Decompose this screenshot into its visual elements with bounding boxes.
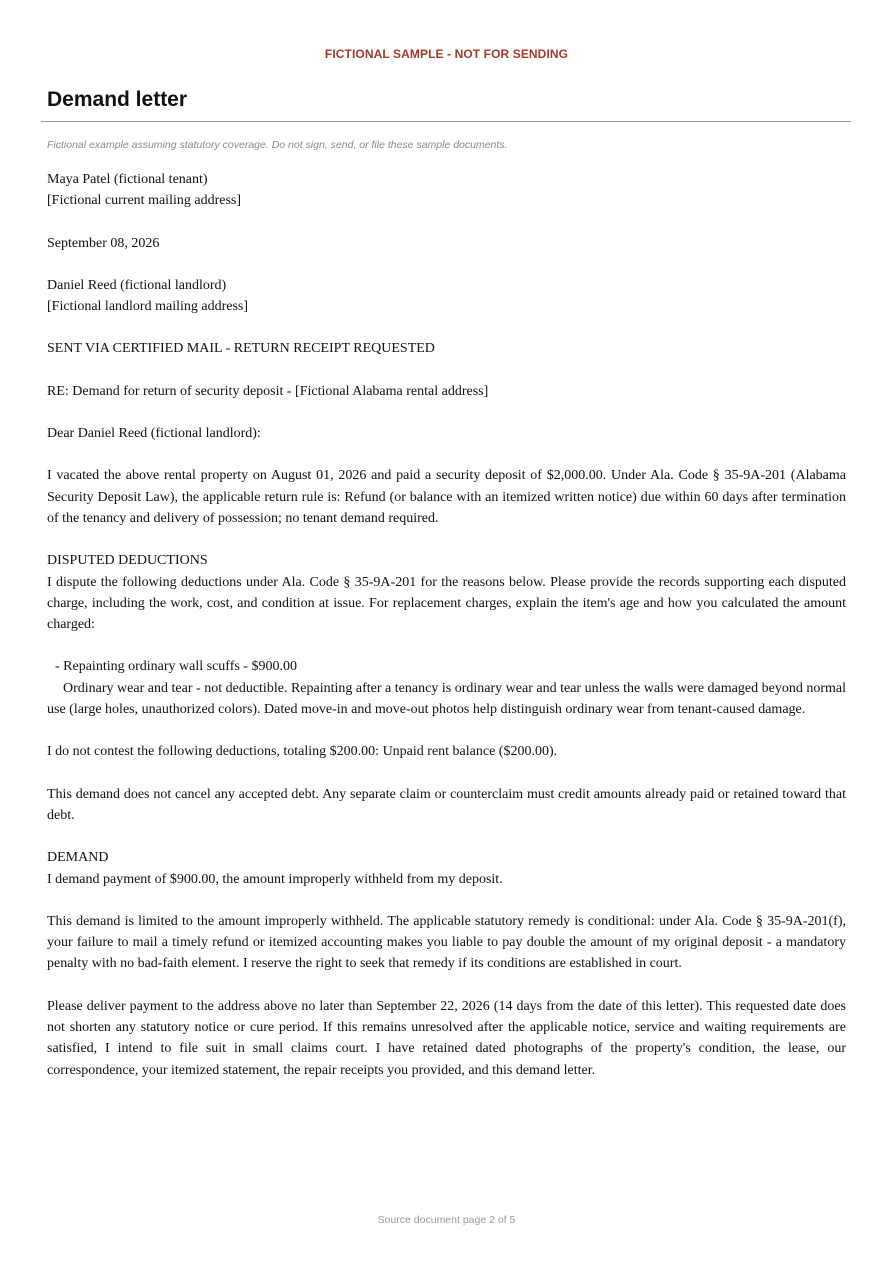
disputed-item <box>47 656 846 720</box>
disputed-item-title: - Repainting ordinary wall scuffs - $900.00 <box>55 659 297 675</box>
disclaimer-note: Fictional example assuming statutory coverage. Do not sign, send, or file these sample documents. <box>47 139 508 151</box>
uncontested-paragraph: I do not contest the following deductions, totaling $200.00: Unpaid rent balance ($200.00). <box>47 744 558 760</box>
remedy-paragraph: This demand is limited to the amount improperly withheld. The applicable statutory remedy is conditional: under Ala. Code § 35-9A-201(f), your failure to mail a timely refund or itemized accounting makes you liable to pay double the amount of my original deposit - a mandatory penalty with no bad-faith element. I reserve the right to seek that remedy if its conditions are established in court. <box>47 913 846 972</box>
disputed-heading: DISPUTED DEDUCTIONS <box>47 553 208 569</box>
disputed-text: I dispute the following deductions under Ala. Code § 35-9A-201 for the reasons below. Please provide the records supporting each disputed charge, including the work, cost, and condition at issue. For replacement charges, explain the item's age and how you calculated the amount charged: <box>47 574 846 633</box>
recipient-block <box>47 275 846 318</box>
closing-paragraph: Please deliver payment to the address above no later than September 22, 2026 (14 days from the date of this letter). This requested date does not shorten any statutory notice or cure period. If this remains unresolved after the applicable notice, service and waiting requirements are satisfied, I intend to file suit in small claims court. I have retained dated photographs of the property's condition, the lease, our correspondence, your itemized statement, the repair receipts you provided, and this demand letter. <box>47 998 846 1078</box>
sender-block <box>47 169 846 212</box>
salutation: Dear Daniel Reed (fictional landlord): <box>47 426 261 442</box>
delivery-method: SENT VIA CERTIFIED MAIL - RETURN RECEIPT REQUESTED <box>47 341 435 357</box>
sender-name: Maya Patel (fictional tenant) <box>47 172 208 187</box>
demand-heading: DEMAND <box>47 850 109 866</box>
demand-text: I demand payment of $900.00, the amount improperly withheld from my deposit. <box>47 871 503 887</box>
sample-banner: FICTIONAL SAMPLE - NOT FOR SENDING <box>324 47 569 61</box>
recipient-name: Daniel Reed (fictional landlord) <box>47 277 227 293</box>
letter-body <box>47 169 846 1102</box>
intro-paragraph: I vacated the above rental property on August 01, 2026 and paid a security deposit of $2,000.00. Under Ala. Code § 35-9A-201 (Alabama Security Deposit Law), the applicable return rule is: Refund (or balance with an itemized written notice) due within 60 days after termination of the tenancy and delivery of possession; no tenant demand required. <box>47 468 846 526</box>
page-title: Demand letter <box>47 88 188 111</box>
page-footer: Source document page 2 of 5 <box>377 1214 516 1226</box>
title-divider <box>41 121 851 122</box>
disputed-section <box>47 550 846 635</box>
sender-address: [Fictional current mailing address] <box>47 193 241 209</box>
debt-note-paragraph: This demand does not cancel any accepted debt. Any separate claim or counterclaim must credit amounts already paid or retained toward that debt. <box>47 786 846 823</box>
re-line: RE: Demand for return of security deposit - [Fictional Alabama rental address] <box>47 383 489 399</box>
recipient-address: [Fictional landlord mailing address] <box>47 299 249 315</box>
letter-date: September 08, 2026 <box>47 235 160 251</box>
disputed-item-description: Ordinary wear and tear - not deductible. Repainting after a tenancy is ordinary wear and tear unless the walls were damaged beyond normal use (large holes, unauthorized colors). Dated move-in and move-out photos help distinguish ordinary wear from tenant-caused damage. <box>47 680 846 718</box>
demand-section <box>47 847 846 890</box>
